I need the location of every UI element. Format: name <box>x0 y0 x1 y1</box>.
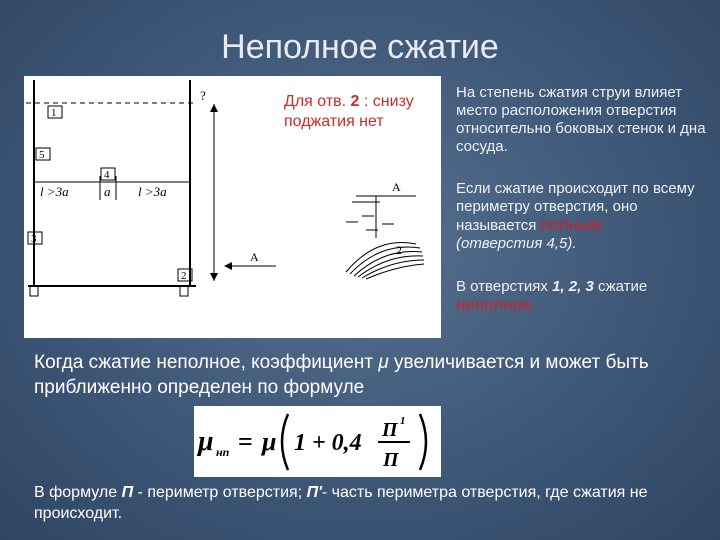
p3-term: неполное. <box>456 295 537 314</box>
foot-left <box>30 286 38 296</box>
detail-label-2: 2 <box>396 243 402 257</box>
p3-text: В отверстиях <box>456 278 553 295</box>
dim-a: a <box>104 184 111 199</box>
section-label-a: A <box>250 250 259 264</box>
hole-1-label: 1 <box>51 107 57 119</box>
p3-nums: 1, 2, 3 <box>552 278 594 295</box>
paren-right <box>420 414 426 470</box>
panel-note-rest: : снизу поджатия нет <box>284 93 414 130</box>
panel-note-number: 2 <box>350 93 360 110</box>
bottom-t2: - периметр отверстия; <box>133 484 307 501</box>
hole-5-label: 5 <box>39 149 45 161</box>
depth-arrow-head-top <box>210 104 218 112</box>
panel-note-prefix: Для отв. <box>284 93 351 110</box>
sentence-part-1: Когда сжатие неполное, коэффициент <box>34 352 379 373</box>
question-mark: ? <box>200 88 206 103</box>
hole-3-label: 3 <box>31 233 37 245</box>
dim-l1: l >3a <box>40 184 69 199</box>
hole-4-label: 4 <box>104 169 110 181</box>
formula-sub: нп <box>216 445 230 459</box>
p2-note: (отверстия 4,5). <box>456 235 577 252</box>
p2-term: полным <box>540 215 603 234</box>
sentence-mu: μ <box>378 352 389 373</box>
main-sentence <box>34 350 704 400</box>
sentence-part-2: увеличивается и может быть приближенно определен по формуле <box>34 352 649 398</box>
p3-tail: сжатие <box>593 278 648 295</box>
hole-2-label: 2 <box>181 270 187 282</box>
formula-mu: μ <box>198 426 214 457</box>
detail-label-a: A <box>392 180 401 194</box>
formula-num: П <box>382 419 398 441</box>
slide-title: Неполное сжатие <box>221 28 499 66</box>
bottom-text <box>34 482 704 524</box>
formula-box <box>194 406 441 477</box>
bottom-t1: В формуле <box>34 484 122 501</box>
formula-eq: = <box>238 427 253 456</box>
depth-arrow-head-bottom <box>210 273 218 281</box>
section-arrow-a-head <box>224 262 232 270</box>
formula-den: П <box>383 449 399 471</box>
paren-left <box>282 414 288 470</box>
formula-one: 1 + 0,4 <box>294 430 362 456</box>
formula-mu-right: μ <box>262 427 277 456</box>
panel-note <box>284 92 434 132</box>
p2-text: Если сжатие происходит по всему периметру отверстия, оно называется <box>456 180 695 234</box>
bottom-P1: П' <box>306 484 322 501</box>
right-paragraph-2 <box>456 180 714 253</box>
formula <box>194 406 441 477</box>
formula-num-sup: 1 <box>400 415 406 427</box>
bottom-t3: - часть периметра отверстия, где сжатия не происходит. <box>34 484 648 522</box>
dim-l2: l >3a <box>138 184 167 199</box>
right-paragraph-1: На степень сжатия струи влияет место расположения отверстия относительно боковых стенок и дна сосуда. <box>456 84 706 155</box>
bottom-P: П <box>121 484 134 501</box>
foot-right <box>180 286 188 296</box>
right-paragraph-3 <box>456 278 714 314</box>
